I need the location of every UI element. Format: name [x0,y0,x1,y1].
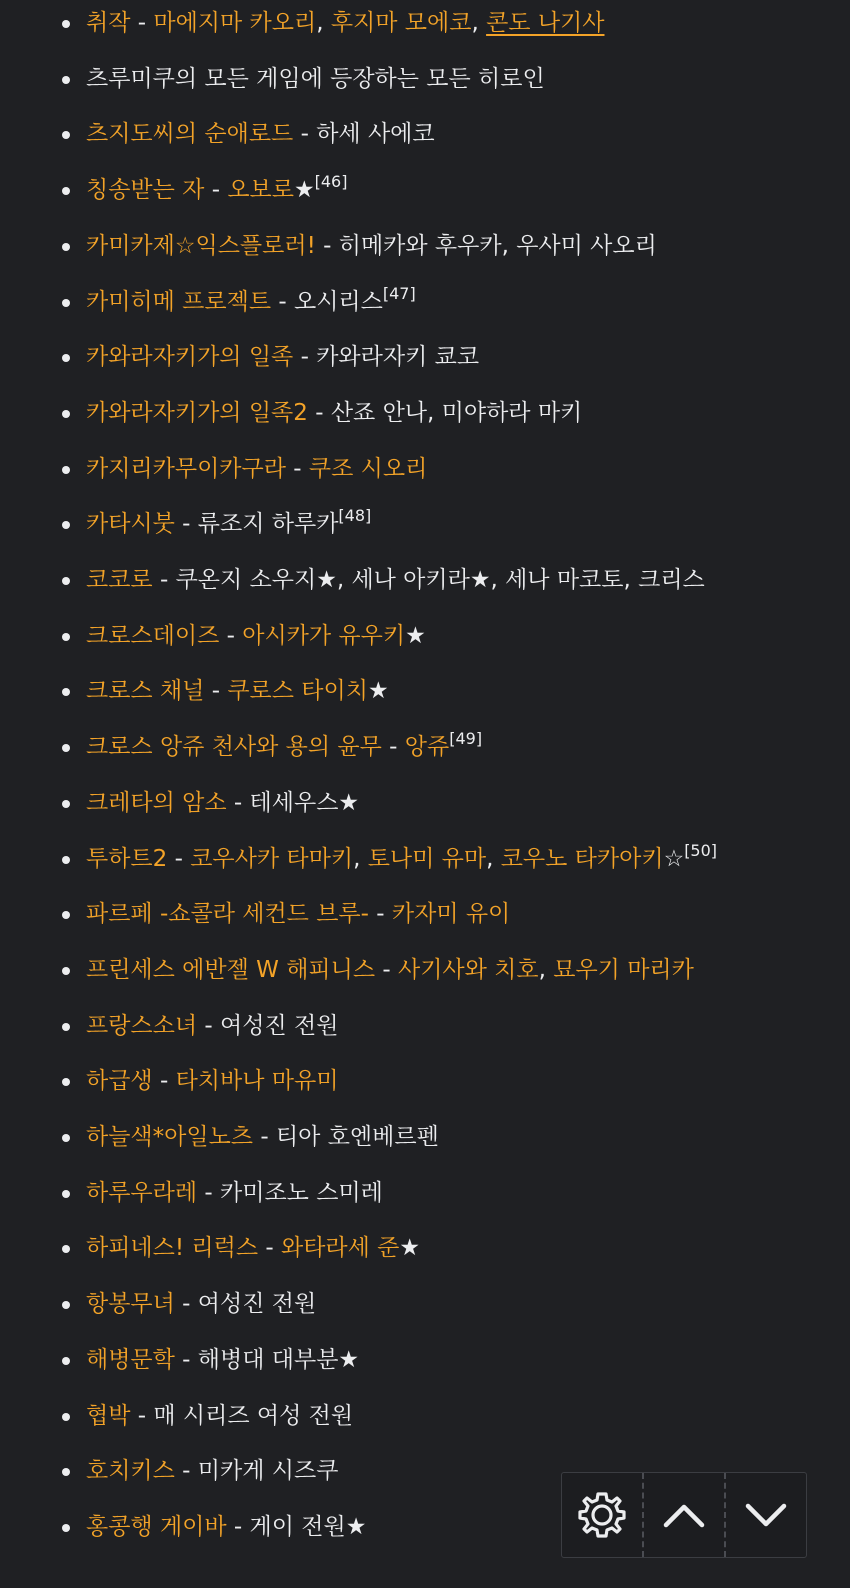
list-item [86,1117,439,1157]
bullet-icon [62,911,70,919]
list-item [86,1396,353,1436]
wiki-link[interactable]: 칭송받는 자 [86,177,205,204]
wiki-link[interactable]: 카지리카무이카구라 [86,455,286,482]
item-text: - 하세 사에코 [293,121,435,148]
wiki-link[interactable]: 파르페 -쇼콜라 세컨드 브루- [86,901,369,928]
bullet-icon [62,410,70,418]
wiki-link[interactable]: 하피네스! 리럭스 [86,1235,259,1262]
item-text: - 매 시리즈 여성 전원 [130,1402,354,1429]
wiki-link[interactable]: 코코로 [86,567,153,593]
item-text: - [381,734,405,761]
wiki-link[interactable]: 앙쥬 [404,734,450,761]
wiki-link[interactable]: 후지마 모에코 [330,10,472,36]
item-text: - [204,177,228,204]
bullet-icon [62,131,70,139]
wiki-link[interactable]: 하늘색*아일노츠 [86,1124,254,1150]
bullet-icon [62,1245,70,1253]
wiki-link[interactable]: 카자미 유이 [391,901,511,928]
list-item [86,114,435,154]
item-text: - 테세우스★ [226,789,360,816]
item-text: - [130,10,154,36]
list-item [86,3,604,43]
item-text: - 게이 전원★ [226,1513,367,1540]
reference-link[interactable]: [46] [314,172,348,192]
list-item [86,616,426,656]
wiki-link[interactable]: 취작 [86,10,131,36]
chevron-up-icon [662,1500,706,1530]
bullet-icon [62,744,70,752]
bullet-icon [62,1468,70,1476]
list-item [86,560,705,600]
list-item [86,1451,338,1491]
bullet-icon [62,299,70,307]
wiki-link[interactable]: 홍콩행 게이바 [86,1513,227,1540]
list-item [86,727,482,767]
wiki-link[interactable]: 타치바나 마유미 [175,1068,339,1095]
wiki-link[interactable]: 마에지마 카오리 [153,10,317,36]
list-item [86,1173,383,1213]
item-text: ★ [405,622,426,649]
bullet-icon [62,1023,70,1031]
wiki-link[interactable]: 카타시붓 [86,511,175,538]
wiki-link[interactable]: 콘도 나기사 [486,10,605,36]
bullet-icon [62,1190,70,1198]
item-text: - [375,956,398,983]
item-text: - 류조지 하루카 [174,511,339,538]
bullet-icon [62,1078,70,1086]
list-item [86,393,582,433]
wiki-link[interactable]: 크로스데이즈 [86,622,220,649]
wiki-link[interactable]: 카와라자키가의 일족 [86,344,294,371]
item-text: - 오시리스 [271,288,383,315]
list-item [86,170,347,210]
item-text: , [486,845,501,872]
floating-toolbar [561,1472,807,1558]
wiki-link[interactable]: 하급생 [86,1068,153,1095]
item-text: - 카미조노 스미레 [197,1179,383,1206]
wiki-link[interactable]: 크레타의 암소 [86,789,227,816]
wiki-link[interactable]: 크로스 채널 [86,678,205,705]
wiki-link[interactable]: 카미카제☆익스플로러! [86,232,316,259]
wiki-link[interactable]: 프랑스소녀 [86,1012,198,1039]
list-item [86,950,694,990]
reference-link[interactable]: [48] [338,506,372,526]
wiki-link[interactable]: 묘우기 마리카 [553,956,694,983]
list-item [86,337,479,377]
bullet-icon [62,633,70,641]
bullet-icon [62,800,70,808]
wiki-link[interactable]: 해병문학 [86,1346,175,1373]
wiki-link[interactable]: 협박 [86,1402,131,1429]
bullet-icon [62,856,70,864]
bullet-icon [62,1134,70,1142]
list-item [86,1006,338,1046]
bullet-icon [62,243,70,251]
bullet-icon [62,521,70,529]
item-text: - 카와라자키 쿄코 [293,344,480,371]
list-item [86,894,510,934]
bullet-icon [62,1524,70,1532]
item-text: - 히메카와 후우카, 우사미 사오리 [315,232,657,259]
list-item [86,839,717,879]
wiki-link[interactable]: 프린세스 에반젤 W 해피니스 [86,956,376,983]
item-text: - [368,901,392,928]
item-text: - 티아 호엔베르펜 [253,1124,439,1150]
wiki-link[interactable]: 하루우라레 [86,1179,198,1206]
item-text: ★ [399,1235,421,1262]
list-item [86,226,657,266]
reference-link[interactable]: [49] [449,729,483,749]
bullet-icon [62,577,70,585]
bullet-icon [62,1301,70,1309]
item-text: ★ [293,177,315,204]
reference-link[interactable]: [47] [382,283,416,303]
list-item [86,1061,338,1101]
item-text: - 여성진 전원 [197,1012,339,1039]
list-item [86,282,416,322]
bullet-icon [62,20,70,28]
item-text: - 해병대 대부분★ [174,1346,360,1373]
wiki-link[interactable]: 와타라세 준 [280,1235,400,1262]
list-item [86,1507,366,1547]
item-text: , [353,845,368,872]
wiki-link[interactable]: 토나미 유마 [367,845,487,872]
wiki-link[interactable]: 오보로 [227,177,294,204]
item-text: - [204,678,228,705]
bullet-icon [62,354,70,362]
wiki-link[interactable]: 츠지도씨의 순애로드 [86,121,294,148]
list-item [86,671,389,711]
bullet-icon [62,1357,70,1365]
wiki-link[interactable]: 크로스 앙쥬 천사와 용의 윤무 [86,734,382,761]
item-text: 츠루미쿠의 모든 게임에 등장하는 모든 히로인 [86,65,545,92]
item-text: - [285,455,309,482]
list-item [86,783,359,823]
wiki-link[interactable]: 카와라자키가의 일족2 [86,399,308,426]
chevron-down-icon [744,1500,788,1530]
list-item [86,504,371,544]
reference-link[interactable]: [50] [684,840,718,860]
bullet-icon [62,1413,70,1421]
item-text: - 산죠 안나, 미야하라 마키 [307,399,583,426]
item-text: ☆ [663,845,685,872]
bullet-icon [62,76,70,84]
wiki-link[interactable]: 아시카가 유우키 [242,622,406,649]
wiki-link[interactable]: 호치키스 [86,1458,175,1485]
item-text: - [219,622,243,649]
item-text: - 미카게 시즈쿠 [174,1458,339,1485]
item-text: - [258,1235,281,1262]
wiki-link[interactable]: 투하트2 [86,845,168,872]
bullet-icon [62,466,70,474]
wiki-link[interactable]: 항봉무녀 [86,1291,175,1318]
scroll-up-button[interactable] [642,1473,724,1557]
wiki-link[interactable]: 코우사카 타마키 [190,845,354,872]
bullet-icon [62,688,70,696]
bullet-icon [62,187,70,195]
wiki-link[interactable]: 코우노 타카아키 [500,845,664,872]
gear-icon [577,1490,627,1540]
list-item [86,1228,420,1268]
item-text: - 쿠온지 소우지★, 세나 아키라★, 세나 마코토, 크리스 [152,567,705,593]
list-item [86,59,545,99]
list-item [86,449,427,489]
scroll-down-button[interactable] [724,1473,806,1557]
item-text: , [538,956,554,983]
list-item [86,1340,359,1380]
item-text: , [471,10,487,36]
list-item [86,1284,316,1324]
wiki-link[interactable]: 쿠로스 타이치 [227,678,368,705]
item-text: , [316,10,331,36]
item-text: - 여성진 전원 [174,1291,317,1318]
wiki-link[interactable]: 카미히메 프로젝트 [86,288,272,315]
wiki-link[interactable]: 사기사와 치호 [398,956,539,983]
bullet-icon [62,967,70,975]
settings-button[interactable] [562,1473,642,1557]
item-text: - [167,845,191,872]
wiki-link[interactable]: 쿠조 시오리 [308,455,428,482]
item-text: ★ [367,678,389,705]
item-text: - [152,1068,176,1095]
